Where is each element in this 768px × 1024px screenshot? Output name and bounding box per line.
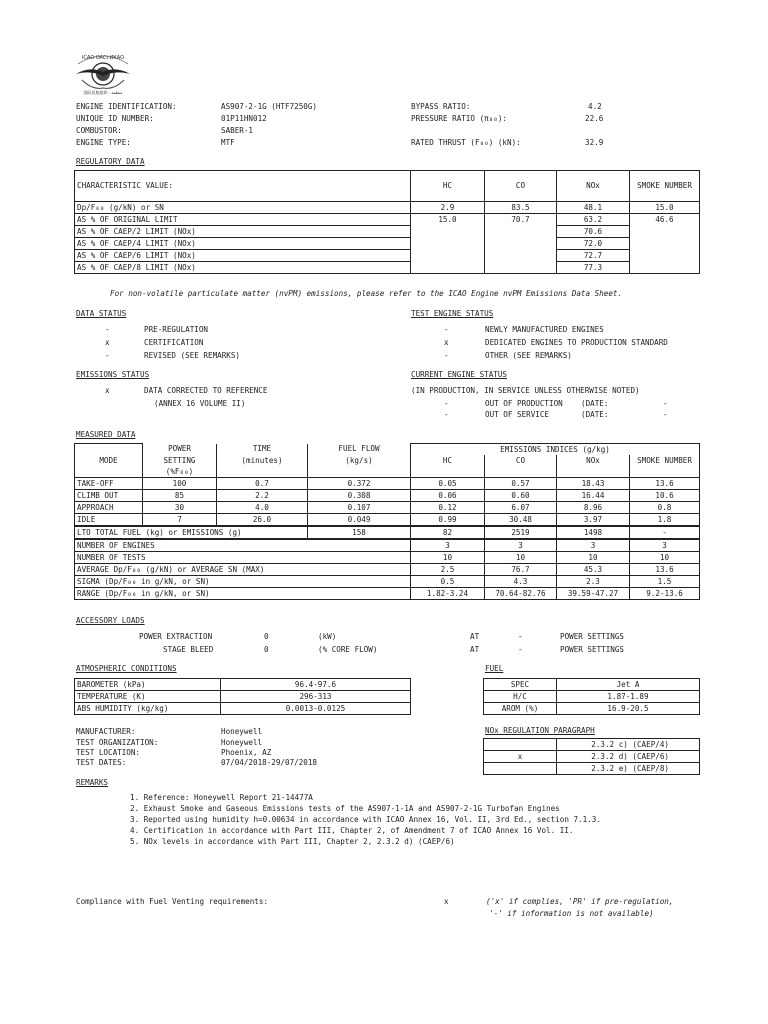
empty-cell — [630, 466, 700, 478]
row-caep8-label: AS % OF CAEP/8 LIMIT (NOx) — [75, 262, 411, 274]
nox-reg-table — [483, 738, 700, 775]
nox-cell: 3.97 — [557, 514, 630, 527]
m-smoke-header: SMOKE NUMBER — [630, 455, 700, 466]
icao-logo — [72, 50, 134, 96]
char-value-header: CHARACTERISTIC VALUE: — [75, 171, 411, 202]
stat-smoke: 13.6 — [630, 564, 700, 576]
unique-id-label: UNIQUE ID NUMBER: — [76, 114, 154, 123]
power-cell: 30 — [143, 502, 217, 514]
stage-bleed-dash: - — [518, 645, 523, 654]
smoke-cell: 1.8 — [630, 514, 700, 527]
fuel-label: AROM (%) — [484, 703, 557, 715]
data-status-title: DATA STATUS — [76, 309, 127, 318]
empty-cell — [485, 226, 557, 238]
emissions-status-line2: (ANNEX 16 VOLUME II) — [154, 399, 246, 408]
atm-value: 96.4-97.6 — [221, 679, 411, 691]
regulatory-title: REGULATORY DATA — [76, 157, 145, 166]
test-dates-label: TEST DATES: — [76, 758, 127, 767]
emissions-status-mark: x — [105, 386, 110, 395]
stat-co: 70.64-82.76 — [485, 588, 557, 600]
stat-co: 4.3 — [485, 576, 557, 588]
row-caep2-nox: 70.6 — [557, 226, 630, 238]
lto-smoke: - — [630, 526, 700, 539]
oop-label: OUT OF PRODUCTION — [485, 399, 563, 408]
stat-co: 10 — [485, 552, 557, 564]
row-dp-smoke: 15.0 — [630, 202, 700, 214]
test-engine-item-1: NEWLY MANUFACTURED ENGINES — [485, 325, 604, 334]
power-cell: 85 — [143, 490, 217, 502]
data-status-item-3: REVISED (SEE REMARKS) — [144, 351, 241, 360]
m-co-header: CO — [485, 455, 557, 466]
co-cell: 0.60 — [485, 490, 557, 502]
compliance-mark: x — [444, 897, 449, 906]
row-orig-nox: 63.2 — [557, 214, 630, 226]
fuel-table — [483, 678, 700, 715]
fuel-value: 1.87-1.89 — [557, 691, 700, 703]
hc-cell: 0.06 — [411, 490, 485, 502]
nox-reg-value: 2.3.2 e) (CAEP/8) — [557, 763, 700, 775]
stat-label: SIGMA (Dp/F₀₀ in g/kN, or SN) — [75, 576, 411, 588]
atm-label: TEMPERATURE (K) — [75, 691, 221, 703]
atmospheric-title: ATMOSPHERIC CONDITIONS — [76, 664, 177, 673]
lto-co: 2519 — [485, 526, 557, 539]
empty-cell — [411, 262, 485, 274]
row-caep6-nox: 72.7 — [557, 250, 630, 262]
test-engine-mark-2: x — [444, 338, 449, 347]
power-header-1: POWER — [143, 444, 217, 456]
oos-date: (DATE: — [581, 410, 609, 419]
stat-hc: 1.82-3.24 — [411, 588, 485, 600]
remark-item: 3. Reported using humidity h=0.00634 in accordance with ICAO Annex 16, Vol. II, 3rd Ed., section 7.1.3. — [130, 815, 601, 824]
compliance-note-2: '-' if information is not available) — [489, 909, 654, 918]
mode-cell: CLIMB OUT — [75, 490, 143, 502]
mode-cell: IDLE — [75, 514, 143, 527]
row-orig-smoke: 46.6 — [630, 214, 700, 226]
power-cell: 100 — [143, 478, 217, 490]
stat-nox: 10 — [557, 552, 630, 564]
co-cell: 0.57 — [485, 478, 557, 490]
atm-label: BAROMETER (kPa) — [75, 679, 221, 691]
row-caep6-label: AS % OF CAEP/6 LIMIT (NOx) — [75, 250, 411, 262]
rated-thrust-label: RATED THRUST (F₀₀) (kN): — [411, 138, 521, 147]
nvpm-note: For non-volatile particulate matter (nvPM) emissions, please refer to the ICAO Engine nvPM Emissions Data Sheet. — [110, 289, 623, 298]
remark-item: 2. Exhaust Smoke and Gaseous Emissions tests of the AS907-1-1A and AS907-2-1G Turbofan Engines — [130, 804, 560, 813]
empty-cell — [411, 238, 485, 250]
table-row — [75, 490, 700, 502]
nox-reg-title: NOx REGULATION PARAGRAPH — [485, 726, 595, 735]
time-cell: 0.7 — [217, 478, 308, 490]
empty-cell — [411, 226, 485, 238]
row-dp-hc: 2.9 — [411, 202, 485, 214]
engine-type-value: MTF — [221, 138, 235, 147]
stat-nox: 2.3 — [557, 576, 630, 588]
nox-reg-mark — [484, 739, 557, 751]
fuel-cell: 0.308 — [308, 490, 411, 502]
stat-nox: 45.3 — [557, 564, 630, 576]
mode-header: MODE — [75, 455, 143, 466]
smoke-cell: 10.6 — [630, 490, 700, 502]
manufacturer-value: Honeywell — [221, 727, 263, 736]
row-caep8-nox: 77.3 — [557, 262, 630, 274]
stat-smoke: 9.2-13.6 — [630, 588, 700, 600]
stat-smoke: 1.5 — [630, 576, 700, 588]
power-extraction-dash: - — [518, 632, 523, 641]
oos-date-value: - — [663, 410, 668, 419]
test-location-value: Phoenix, AZ — [221, 748, 272, 757]
nox-reg-mark: x — [484, 751, 557, 763]
test-org-value: Honeywell — [221, 738, 263, 747]
time-header-2: (minutes) — [217, 455, 308, 466]
stage-bleed-settings: POWER SETTINGS — [560, 645, 625, 654]
accessory-title: ACCESSORY LOADS — [76, 616, 145, 625]
data-status-item-2: CERTIFICATION — [144, 338, 204, 347]
test-engine-mark-3: - — [444, 351, 449, 360]
nox-cell: 18.43 — [557, 478, 630, 490]
ei-header: EMISSIONS INDICES (g/kg) — [411, 444, 700, 456]
fuel-label: H/C — [484, 691, 557, 703]
engine-type-label: ENGINE TYPE: — [76, 138, 131, 147]
table-row — [75, 478, 700, 490]
empty-cell — [411, 466, 485, 478]
oos-mark: - — [444, 410, 449, 419]
oop-date: (DATE: — [581, 399, 609, 408]
row-caep4-nox: 72.0 — [557, 238, 630, 250]
engine-id-label: ENGINE IDENTIFICATION: — [76, 102, 177, 111]
stat-label: NUMBER OF TESTS — [75, 552, 411, 564]
current-engine-status-note: (IN PRODUCTION, IN SERVICE UNLESS OTHERWISE NOTED) — [411, 386, 640, 395]
power-header-2: SETTING — [143, 455, 217, 466]
nox-reg-value: 2.3.2 c) (CAEP/4) — [557, 739, 700, 751]
nox-cell: 16.44 — [557, 490, 630, 502]
nox-header: NOx — [557, 171, 630, 202]
lto-hc: 82 — [411, 526, 485, 539]
co-cell: 30.48 — [485, 514, 557, 527]
stat-label: AVERAGE Dp/F₀₀ (g/kN) or AVERAGE SN (MAX) — [75, 564, 411, 576]
oop-mark: - — [444, 399, 449, 408]
remark-item: 4. Certification in accordance with Part III, Chapter 2, of Amendment 7 of ICAO Annex 16 Vol. II. — [130, 826, 574, 835]
row-dp-nox: 48.1 — [557, 202, 630, 214]
stat-hc: 3 — [411, 539, 485, 552]
remarks-title: REMARKS — [76, 778, 109, 787]
current-engine-status-title: CURRENT ENGINE STATUS — [411, 370, 508, 379]
stat-hc: 10 — [411, 552, 485, 564]
hc-cell: 0.12 — [411, 502, 485, 514]
stage-bleed-at: AT — [470, 645, 480, 654]
row-orig-co: 70.7 — [485, 214, 557, 226]
co-cell: 6.07 — [485, 502, 557, 514]
empty-cell — [485, 262, 557, 274]
power-extraction-settings: POWER SETTINGS — [560, 632, 625, 641]
empty-cell — [630, 238, 700, 250]
power-header-3: (%F₀₀) — [143, 466, 217, 478]
row-orig-label: AS % OF ORIGINAL LIMIT — [75, 214, 411, 226]
bypass-ratio-value: 4.2 — [588, 102, 602, 111]
data-status-item-1: PRE-REGULATION — [144, 325, 209, 334]
data-status-mark-3: - — [105, 351, 110, 360]
test-location-label: TEST LOCATION: — [76, 748, 141, 757]
time-header-1: TIME — [217, 444, 308, 456]
smoke-cell: 0.8 — [630, 502, 700, 514]
bypass-ratio-label: BYPASS RATIO: — [411, 102, 471, 111]
hc-cell: 0.05 — [411, 478, 485, 490]
compliance-note-1: ('x' if complies, 'PR' if pre-regulation, — [486, 897, 674, 906]
stat-nox: 3 — [557, 539, 630, 552]
hc-cell: 0.99 — [411, 514, 485, 527]
fuel-header-2: (kg/s) — [308, 455, 411, 466]
regulatory-table — [74, 170, 700, 274]
nox-reg-value: 2.3.2 d) (CAEP/6) — [557, 751, 700, 763]
fuel-value: 16.9-20.5 — [557, 703, 700, 715]
remark-item: 1. Reference: Honeywell Report 21-14477A — [130, 793, 313, 802]
empty-cell — [485, 238, 557, 250]
data-status-mark-1: - — [105, 325, 110, 334]
table-row — [75, 502, 700, 514]
power-extraction-unit: (kW) — [318, 632, 337, 641]
co-header: CO — [485, 171, 557, 202]
svg-text:ICAO·OACI·ИКАО: ICAO·OACI·ИКАО — [81, 55, 125, 61]
test-org-label: TEST ORGANIZATION: — [76, 738, 159, 747]
atmospheric-table — [74, 678, 411, 715]
test-engine-item-2: DEDICATED ENGINES TO PRODUCTION STANDARD — [485, 338, 668, 347]
oos-label: OUT OF SERVICE — [485, 410, 550, 419]
empty-cell — [630, 250, 700, 262]
stat-smoke: 10 — [630, 552, 700, 564]
measured-title: MEASURED DATA — [76, 430, 136, 439]
fuel-title: FUEL — [485, 664, 504, 673]
stat-co: 76.7 — [485, 564, 557, 576]
lto-nox: 1498 — [557, 526, 630, 539]
emissions-status-title: EMISSIONS STATUS — [76, 370, 150, 379]
test-engine-item-3: OTHER (SEE REMARKS) — [485, 351, 572, 360]
power-extraction-value: 0 — [264, 632, 269, 641]
empty-cell — [411, 250, 485, 262]
test-engine-mark-1: - — [444, 325, 449, 334]
power-extraction-label: POWER EXTRACTION — [139, 632, 213, 641]
test-engine-status-title: TEST ENGINE STATUS — [411, 309, 494, 318]
smoke-cell: 13.6 — [630, 478, 700, 490]
data-status-mark-2: x — [105, 338, 110, 347]
stat-label: RANGE (Dp/F₀₀ in g/kN, or SN) — [75, 588, 411, 600]
stat-label: NUMBER OF ENGINES — [75, 539, 411, 552]
fuel-cell: 0.049 — [308, 514, 411, 527]
power-extraction-at: AT — [470, 632, 480, 641]
fuel-label: SPEC — [484, 679, 557, 691]
oop-date-value: - — [663, 399, 668, 408]
fuel-value: Jet A — [557, 679, 700, 691]
stat-nox: 39.59-47.27 — [557, 588, 630, 600]
stage-bleed-value: 0 — [264, 645, 269, 654]
stat-smoke: 3 — [630, 539, 700, 552]
compliance-label: Compliance with Fuel Venting requirements: — [76, 897, 269, 906]
time-cell: 4.0 — [217, 502, 308, 514]
empty-cell — [308, 466, 411, 478]
combustor-value: SABER-1 — [221, 126, 254, 135]
empty-cell — [485, 250, 557, 262]
time-cell: 26.0 — [217, 514, 308, 527]
empty-cell — [630, 262, 700, 274]
row-orig-hc: 15.0 — [411, 214, 485, 226]
empty-cell — [75, 466, 143, 478]
empty-cell — [630, 226, 700, 238]
table-row — [75, 514, 700, 527]
stat-hc: 0.5 — [411, 576, 485, 588]
stage-bleed-unit: (% CORE FLOW) — [318, 645, 378, 654]
row-dp-co: 83.5 — [485, 202, 557, 214]
row-dp-label: Dp/F₀₀ (g/kN) or SN — [75, 202, 411, 214]
m-nox-header: NOx — [557, 455, 630, 466]
pressure-ratio-value: 22.6 — [585, 114, 604, 123]
stat-co: 3 — [485, 539, 557, 552]
fuel-header-1: FUEL FLOW — [308, 444, 411, 456]
fuel-cell: 0.107 — [308, 502, 411, 514]
atm-value: 0.0013-0.0125 — [221, 703, 411, 715]
empty-cell — [75, 444, 143, 456]
pressure-ratio-label: PRESSURE RATIO (π₀₀): — [411, 114, 508, 123]
manufacturer-label: MANUFACTURER: — [76, 727, 136, 736]
row-caep4-label: AS % OF CAEP/4 LIMIT (NOx) — [75, 238, 411, 250]
nox-reg-mark — [484, 763, 557, 775]
engine-id-value: AS907-2-1G (HTF7250G) — [221, 102, 318, 111]
mode-cell: TAKE-OFF — [75, 478, 143, 490]
fuel-cell: 0.372 — [308, 478, 411, 490]
combustor-label: COMBUSTOR: — [76, 126, 122, 135]
atm-label: ABS HUMIDITY (kg/kg) — [75, 703, 221, 715]
m-hc-header: HC — [411, 455, 485, 466]
time-cell: 2.2 — [217, 490, 308, 502]
atm-value: 296-313 — [221, 691, 411, 703]
lto-fuel: 158 — [308, 526, 411, 539]
power-cell: 7 — [143, 514, 217, 527]
empty-cell — [485, 466, 557, 478]
smoke-header: SMOKE NUMBER — [630, 171, 700, 202]
unique-id-value: 01P11HN012 — [221, 114, 267, 123]
empty-cell — [217, 466, 308, 478]
svg-text:国际民航组织 · منظمة: 国际民航组织 · منظمة — [83, 90, 123, 95]
row-caep2-label: AS % OF CAEP/2 LIMIT (NOx) — [75, 226, 411, 238]
stat-hc: 2.5 — [411, 564, 485, 576]
emissions-status-line1: DATA CORRECTED TO REFERENCE — [144, 386, 268, 395]
test-dates-value: 07/04/2018-29/07/2018 — [221, 758, 318, 767]
rated-thrust-value: 32.9 — [585, 138, 604, 147]
hc-header: HC — [411, 171, 485, 202]
remark-item: 5. NOx levels in accordance with Part III, Chapter 2, 2.3.2 d) (CAEP/6) — [130, 837, 455, 846]
stage-bleed-label: STAGE BLEED — [163, 645, 214, 654]
measured-table — [74, 443, 700, 600]
nox-cell: 8.96 — [557, 502, 630, 514]
lto-label: LTO TOTAL FUEL (kg) or EMISSIONS (g) — [75, 526, 308, 539]
mode-cell: APPROACH — [75, 502, 143, 514]
empty-cell — [557, 466, 630, 478]
